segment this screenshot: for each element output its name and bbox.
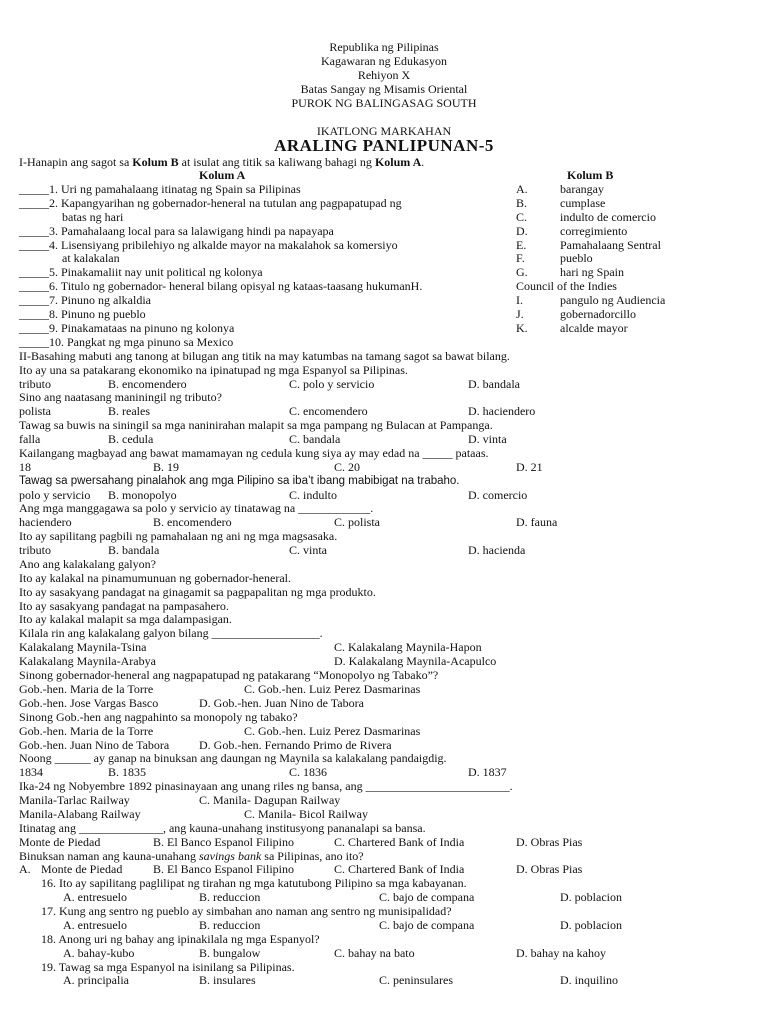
q16-option-a: A. entresuelo	[63, 890, 127, 904]
header-region: Rehiyon X	[357, 68, 411, 82]
q4-option-d: D. 21	[516, 460, 543, 474]
q1-option-a: tributo	[19, 377, 51, 391]
column-b-heading: Kolum B	[567, 168, 614, 182]
q8-option-c: Ito ay sasakyang pandagat na pampasahero.	[19, 599, 229, 613]
q15-option-c: C. Chartered Bank of India	[334, 862, 465, 876]
q2-option-b: B. reales	[108, 404, 150, 418]
q8-option-a: Ito ay kalakal na pinamumunuan ng gobernador-heneral.	[19, 571, 291, 585]
q9-option-a: Kalakalang Maynila-Tsina	[19, 640, 147, 654]
q8-option-d: Ito ay kalakal malapit sa mga dalampasigan.	[19, 612, 232, 626]
q14-option-d: D. Obras Pias	[516, 835, 583, 849]
subject-title: ARALING PANLIPUNAN-5	[274, 136, 494, 155]
q7-option-c: C. vinta	[289, 543, 327, 557]
question-15: Binuksan naman ang kauna-unahang savings bank sa Pilipinas, ano ito?	[19, 849, 364, 863]
q6-option-b: B. encomendero	[153, 515, 232, 529]
question-17: 17. Kung ang sentro ng pueblo ay simbahan ano naman ang sentro ng munisipalidad?	[41, 904, 452, 918]
q14-option-b: B. El Banco Espanol Filipino	[153, 835, 294, 849]
question-19: 19. Tawag sa mga Espanyol na isinilang sa Pilipinas.	[41, 960, 295, 974]
q16-option-d: D. poblacion	[560, 890, 622, 904]
question-3: Tawag sa buwis na siningil sa mga naninirahan malapit sa mga pampang ng Bulacan at Pampanga.	[19, 418, 493, 432]
q7-option-d: D. hacienda	[468, 543, 526, 557]
q12-option-c: C. 1836	[289, 765, 328, 779]
match-item-10: _____10. Pangkat ng mga pinuno sa Mexico	[19, 335, 234, 349]
choice-c-text: indulto de comercio	[560, 210, 656, 224]
choice-f-letter: F.	[516, 251, 525, 265]
question-4: Kailangang magbayad ang bawat mamamayan ng cedula kung siya ay may edad na _____ pataas.	[19, 446, 489, 460]
choice-i-text: pangulo ng Audiencia	[560, 293, 666, 307]
question-13: Ika-24 ng Nobyembre 1892 pinasinayaan ang unang riles ng bansa, ang ________________________.	[19, 779, 513, 793]
q9-option-d: D. Kalakalang Maynila-Acapulco	[334, 654, 497, 668]
match-item-5: _____5. Pinakamaliit nay unit political ng kolonya	[19, 265, 263, 279]
q6-option-a: haciendero	[19, 515, 72, 529]
q4-option-a: 18	[19, 460, 31, 474]
q3-option-d: D. vinta	[468, 432, 507, 446]
q18-option-d: D. bahay na kahoy	[516, 946, 606, 960]
question-1: Ito ay una sa patakarang ekonomiko na ipinatupad ng mga Espanyol sa Pilipinas.	[19, 363, 408, 377]
choice-k-text: alcalde mayor	[560, 321, 628, 335]
question-8: Ano ang kalakalang galyon?	[19, 557, 156, 571]
header-republic: Republika ng Pilipinas	[329, 40, 439, 54]
question-6: Ang mga manggagawa sa polo y servicio ay tinatawag na ____________.	[19, 501, 374, 515]
q3-option-a: falla	[19, 432, 41, 446]
match-item-9: _____9. Pinakamataas na pinuno ng kolonya	[19, 321, 235, 335]
choice-g-text: hari ng Spain	[560, 265, 624, 279]
q2-option-c: C. encomendero	[289, 404, 368, 418]
q10-option-b: Gob.-hen. Jose Vargas Basco	[19, 696, 159, 710]
choice-a-letter: A.	[516, 182, 528, 196]
quarter-title: IKATLONG MARKAHAN	[316, 124, 452, 138]
match-item-2-cont: batas ng hari	[62, 210, 124, 224]
match-item-6: _____6. Titulo ng gobernador- heneral bilang opisyal ng kataas-taasang hukumanH.	[19, 279, 423, 293]
q6-option-d: D. fauna	[516, 515, 558, 529]
q3-option-c: C. bandala	[289, 432, 341, 446]
question-12: Noong ______ ay ganap na binuksan ang daungan ng Maynila sa kalakalang pandaigdig.	[19, 751, 447, 765]
question-14: Itinatag ang ______________, ang kauna-unahang institusyong pananalapi sa bansa.	[19, 821, 426, 835]
q10-option-a: Gob.-hen. Maria de la Torre	[19, 682, 154, 696]
q11-option-d: D. Gob.-hen. Fernando Primo de Rivera	[199, 738, 392, 752]
question-10: Sinong gobernador-heneral ang nagpapatupad ng patakarang “Monopolyo ng Tabako”?	[19, 668, 439, 682]
q11-option-a: Gob.-hen. Maria de la Torre	[19, 724, 154, 738]
q12-option-d: D. 1837	[468, 765, 507, 779]
choice-h-text: Council of the Indies	[516, 279, 617, 293]
q18-option-a: A. bahay-kubo	[63, 946, 135, 960]
choice-e-letter: E.	[516, 238, 527, 252]
q18-option-b: B. bungalow	[199, 946, 261, 960]
part2-instructions: II-Basahing mabuti ang tanong at bilugan ang titik na may katumbas na tamang sagot sa bawat bilang.	[19, 349, 510, 363]
q7-option-a: tributo	[19, 543, 51, 557]
q5-option-a: polo y servicio	[19, 488, 91, 502]
q3-option-b: B. cedula	[108, 432, 154, 446]
choice-k-letter: K.	[516, 321, 528, 335]
match-item-7: _____7. Pinuno ng alkaldia	[19, 293, 151, 307]
choice-i-letter: I.	[516, 293, 523, 307]
match-item-2: _____2. Kapangyarihan ng gobernador-heneral na tutulan ang pagpapatupad ng	[19, 196, 402, 210]
q1-option-d: D. bandala	[468, 377, 520, 391]
header-division: Batas Sangay ng Misamis Oriental	[300, 82, 468, 96]
q16-option-c: C. bajo de compana	[379, 890, 475, 904]
choice-j-text: gobernadorcillo	[560, 307, 636, 321]
q5-option-c: C. indulto	[289, 488, 338, 502]
q15-option-b: B. El Banco Espanol Filipino	[153, 862, 294, 876]
question-11: Sinong Gob.-hen ang nagpahinto sa monopoly ng tabako?	[19, 710, 298, 724]
question-18: 18. Anong uri ng bahay ang ipinakilala ng mga Espanyol?	[41, 932, 320, 946]
header-district: PUROK NG BALINGASAG SOUTH	[291, 96, 477, 110]
match-item-4-cont: at kalakalan	[62, 251, 120, 265]
match-item-8: _____8. Pinuno ng pueblo	[19, 307, 146, 321]
q19-option-b: B. insulares	[199, 973, 256, 987]
q16-option-b: B. reduccion	[199, 890, 261, 904]
part1-instructions: I-Hanapin ang sagot sa Kolum B at isulat ang titik sa kaliwang bahagi ng Kolum A.	[19, 155, 425, 169]
q17-option-a: A. entresuelo	[63, 918, 127, 932]
q13-option-c: C. Manila- Dagupan Railway	[199, 793, 341, 807]
q18-option-c: C. bahay na bato	[334, 946, 415, 960]
q1-option-c: C. polo y servicio	[289, 377, 375, 391]
choice-b-text: cumplase	[560, 196, 606, 210]
q9-option-b: Kalakalang Maynila-Arabya	[19, 654, 156, 668]
q14-option-c: C. Chartered Bank of India	[334, 835, 465, 849]
match-item-1: _____1. Uri ng pamahalaang itinatag ng Spain sa Pilipinas	[19, 182, 301, 196]
choice-j-letter: J.	[516, 307, 524, 321]
match-item-3: _____3. Pamahalaang local para sa lalawigang hindi pa napayapa	[19, 224, 334, 238]
q19-option-a: A. principalia	[63, 973, 129, 987]
q4-option-b: B. 19	[153, 460, 180, 474]
q15-option-a-letter: A.	[19, 862, 31, 876]
q8-option-b: Ito ay sasakyang pandagat na ginagamit sa pagpapalitan ng mga produkto.	[19, 585, 376, 599]
q19-option-c: C. peninsulares	[379, 973, 453, 987]
q13-option-b: Manila-Alabang Railway	[19, 807, 141, 821]
q15-option-d: D. Obras Pias	[516, 862, 583, 876]
q17-option-b: B. reduccion	[199, 918, 261, 932]
choice-c-letter: C.	[516, 210, 528, 224]
q14-option-a: Monte de Piedad	[19, 835, 101, 849]
q11-option-c: C. Gob.-hen. Luiz Perez Dasmarinas	[244, 724, 421, 738]
q2-option-a: polista	[19, 404, 51, 418]
question-7: Ito ay sapilitang pagbili ng pamahalaan ng ani ng mga magsasaka.	[19, 529, 338, 543]
choice-d-text: corregimiento	[560, 224, 628, 238]
choice-f-text: pueblo	[560, 251, 593, 265]
q17-option-d: D. poblacion	[560, 918, 622, 932]
match-item-4: _____4. Lisensiyang pribilehiyo ng alkalde mayor na makalahok sa komersiyo	[19, 238, 398, 252]
q10-option-c: C. Gob.-hen. Luiz Perez Dasmarinas	[244, 682, 421, 696]
header-department: Kagawaran ng Edukasyon	[321, 54, 447, 68]
question-16: 16. Ito ay sapilitang paglilipat ng tirahan ng mga katutubong Pilipino sa mga kabayanan.	[41, 876, 467, 890]
q9-option-c: C. Kalakalang Maynila-Hapon	[334, 640, 482, 654]
choice-g-letter: G.	[516, 265, 528, 279]
q17-option-c: C. bajo de compana	[379, 918, 475, 932]
q10-option-d: D. Gob.-hen. Juan Nino de Tabora	[199, 696, 364, 710]
choice-b-letter: B.	[516, 196, 528, 210]
q12-option-a: 1834	[19, 765, 43, 779]
question-5: Tawag sa pwersahang pinalahok ang mga Pilipino sa iba’t ibang mabibigat na trabaho.	[19, 475, 460, 487]
q4-option-c: C. 20	[334, 460, 361, 474]
q12-option-b: B. 1835	[108, 765, 147, 779]
q19-option-d: D. inquilino	[560, 973, 619, 987]
q11-option-b: Gob.-hen. Juan Nino de Tabora	[19, 738, 170, 752]
q13-option-d: C. Manila- Bicol Railway	[244, 807, 368, 821]
q13-option-a: Manila-Tarlac Railway	[19, 793, 130, 807]
question-9: Kilala rin ang kalakalang galyon bilang __________________.	[19, 626, 323, 640]
q7-option-b: B. bandala	[108, 543, 160, 557]
q5-option-b: B. monopolyo	[108, 488, 177, 502]
q15-option-a: Monte de Piedad	[41, 862, 123, 876]
choice-d-letter: D.	[516, 224, 528, 238]
q2-option-d: D. haciendero	[468, 404, 536, 418]
q1-option-b: B. encomendero	[108, 377, 187, 391]
q5-option-d: D. comercio	[468, 488, 528, 502]
column-a-heading: Kolum A	[199, 168, 246, 182]
choice-e-text: Pamahalaang Sentral	[560, 238, 661, 252]
question-2: Sino ang naatasang maniningil ng tributo?	[19, 390, 222, 404]
choice-a-text: barangay	[560, 182, 604, 196]
q6-option-c: C. polista	[334, 515, 381, 529]
